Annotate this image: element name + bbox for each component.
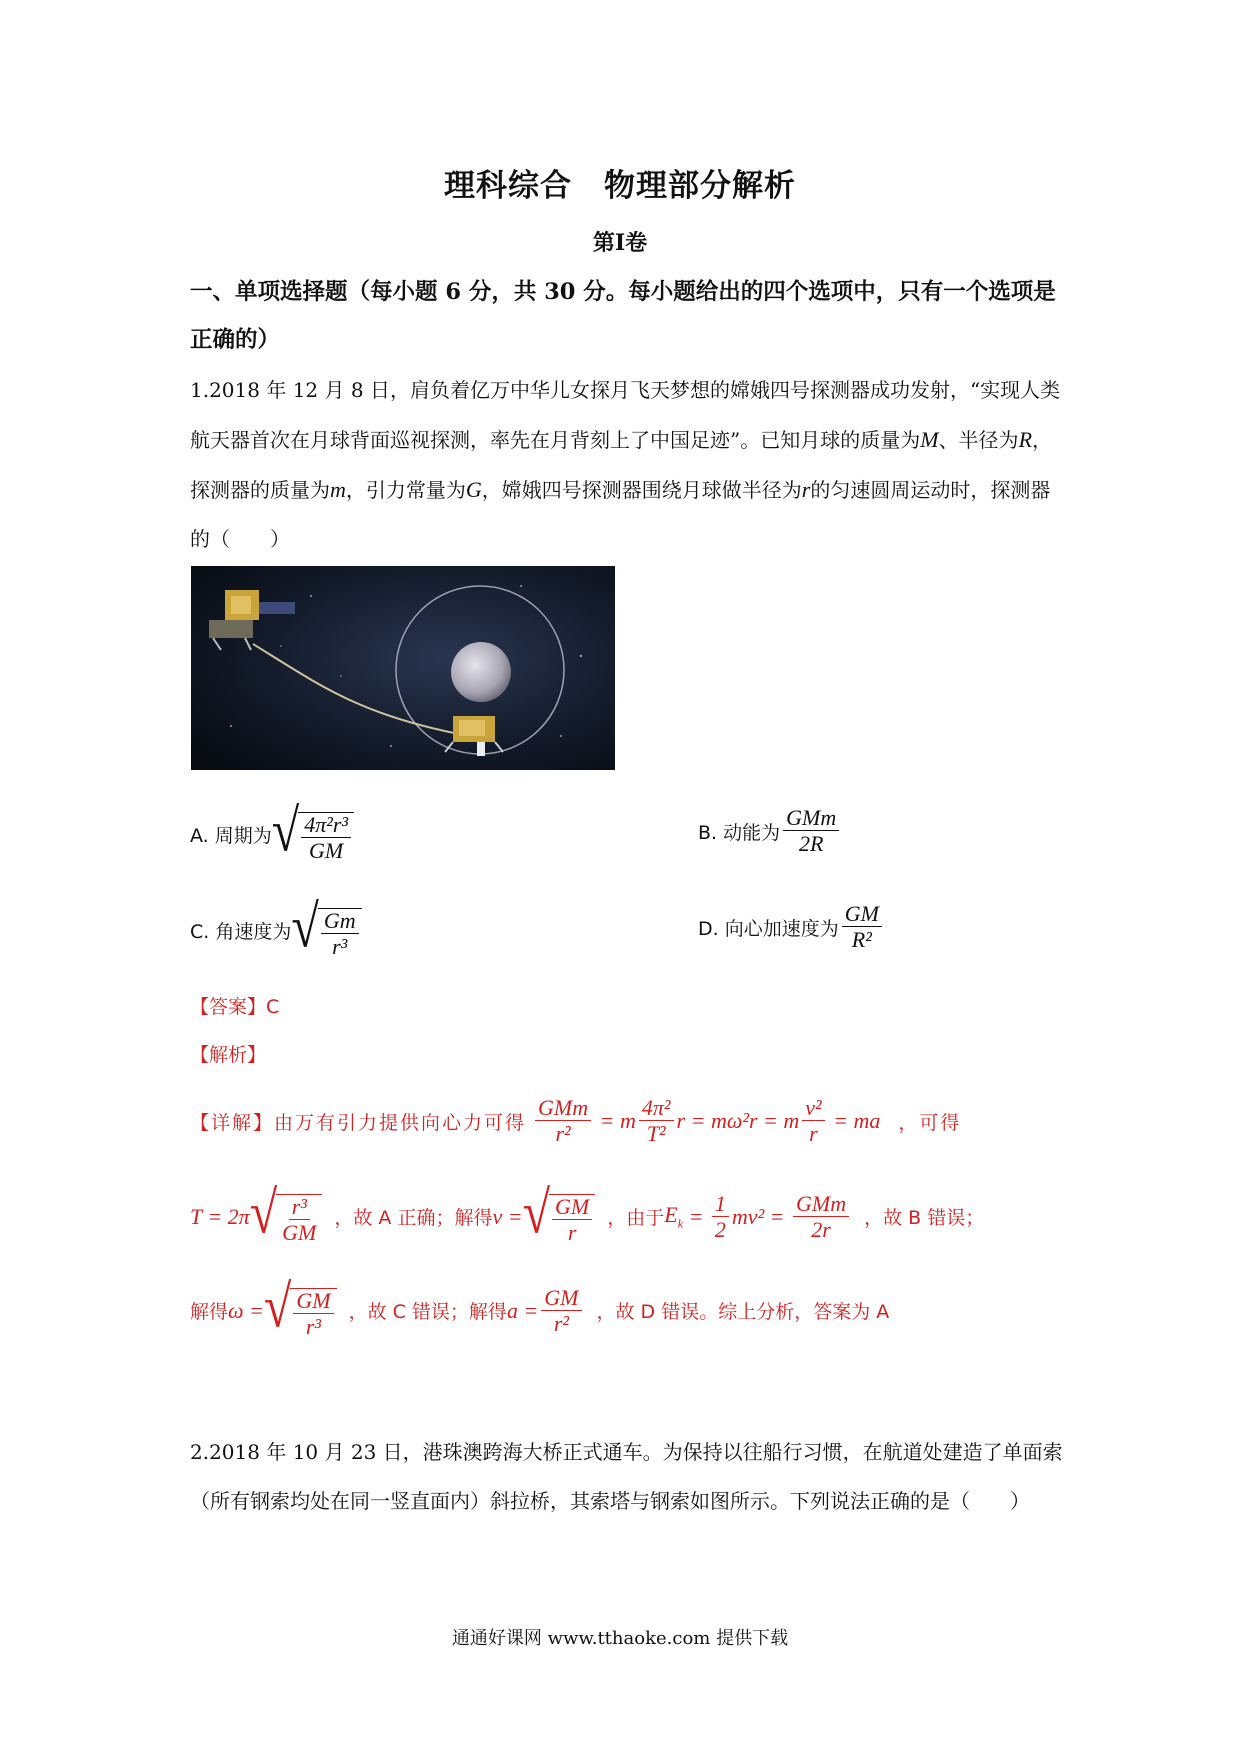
question-1-stem: 1.2018 年 12 月 8 日，肩负着亿万中华儿女探月飞天梦想的嫦娥四号探测器成功发射，“实现人类航天器首次在月球背面巡视探测，率先在月背刻上了中国足迹”。已知月球的质量为M、半径为R，探测器的质量为m，引力常量为G，嫦娥四号探测器围绕月球做半径为r的匀速圆周运动时，探测器的（ ）	[190, 378, 1061, 551]
detail-line-3: 解得 ω = √ $\frac{GM}{\text{r³}}$ ，故 C 错误；解得 a = $\frac{GM}{\text{r²}}$ ，故 D 错误。综上分析，答案为 A	[190, 1272, 890, 1340]
option-a	[190, 796, 354, 864]
option-b-formula: $\frac{\text{GMm}}{2R}$	[783, 806, 839, 856]
angular-velocity-formula: ω = √ $\frac{GM}{\text{r³}}$	[228, 1282, 337, 1339]
section-header: 一、单项选择题（每小题 6 分，共 30 分。每小题给出的四个选项中，只有一个选项是正确的）	[190, 279, 1056, 353]
option-c-label: C. 角速度为	[190, 921, 292, 944]
detail-label: 【详解】	[190, 1111, 275, 1134]
option-a-label: A. 周期为	[190, 825, 272, 848]
analysis-label: 【解析】	[190, 1044, 267, 1066]
option-c	[190, 892, 362, 960]
detail-line-2: T = 2π √ $\frac{\text{r³}}{GM}$ ，故 A 正确；解得 v = √ $\frac{GM}{r}$ ，由于 $E_k$ = $\frac{1}{2}$ mv² = $\frac{\text{GMm}}{2r}$ ，故 B 错误；	[190, 1178, 985, 1246]
answer-label: 【答案】	[190, 996, 267, 1018]
option-a-formula: √ $\frac{\text{4π²r³}}{GM}$	[272, 806, 354, 863]
option-d	[698, 902, 885, 952]
option-b	[698, 806, 842, 856]
chang-e-4-orbit-image	[191, 566, 615, 770]
footer-credit: 通通好课网 www.tthaoke.com 提供下载	[451, 1628, 789, 1649]
option-d-label: D. 向心加速度为	[698, 917, 839, 940]
detail-line-1: 【详解】 由万有引力提供向心力可得 $\frac{\text{GMm}}{\text{r²}}$ = m $\frac{\text{4π²}}{\text{T²}}$ r = mω²r = m $\frac{\text{v²}}{r}$ = ma ，可得	[190, 1095, 962, 1147]
gravity-equation: $\frac{\text{GMm}}{\text{r²}}$ = m $\frac{\text{4π²}}{\text{T²}}$ r = mω²r = m $\frac{\text{v²}}{r}$ = ma	[532, 1096, 880, 1146]
velocity-formula: v = √ $\frac{GM}{r}$	[492, 1188, 595, 1245]
answer-value: C	[266, 996, 280, 1018]
volume-heading: 第Ⅰ卷	[592, 230, 648, 256]
option-b-label: B. 动能为	[698, 821, 781, 844]
page-title: 理科综合 物理部分解析	[444, 168, 796, 204]
option-d-formula: $\frac{GM}{\text{R²}}$	[842, 902, 882, 952]
question-2-stem: 2.2018 年 10 月 23 日，港珠澳跨海大桥正式通车。为保持以往船行习惯，在航道处建造了单面索（所有钢索均处在同一竖直面内）斜拉桥，其索塔与钢索如图所示。下列说法正确的是（ ）	[190, 1440, 1063, 1513]
answer-line	[190, 992, 279, 1019]
option-c-formula: √ $\frac{Gm}{\text{r³}}$	[291, 902, 361, 959]
acceleration-formula: a = $\frac{GM}{\text{r²}}$	[507, 1286, 585, 1336]
kinetic-energy-formula: $E_k$ = $\frac{1}{2}$ mv² = $\frac{\text{GMm}}{2r}$	[664, 1192, 852, 1242]
period-formula: T = 2π √ $\frac{\text{r³}}{GM}$	[190, 1188, 322, 1245]
